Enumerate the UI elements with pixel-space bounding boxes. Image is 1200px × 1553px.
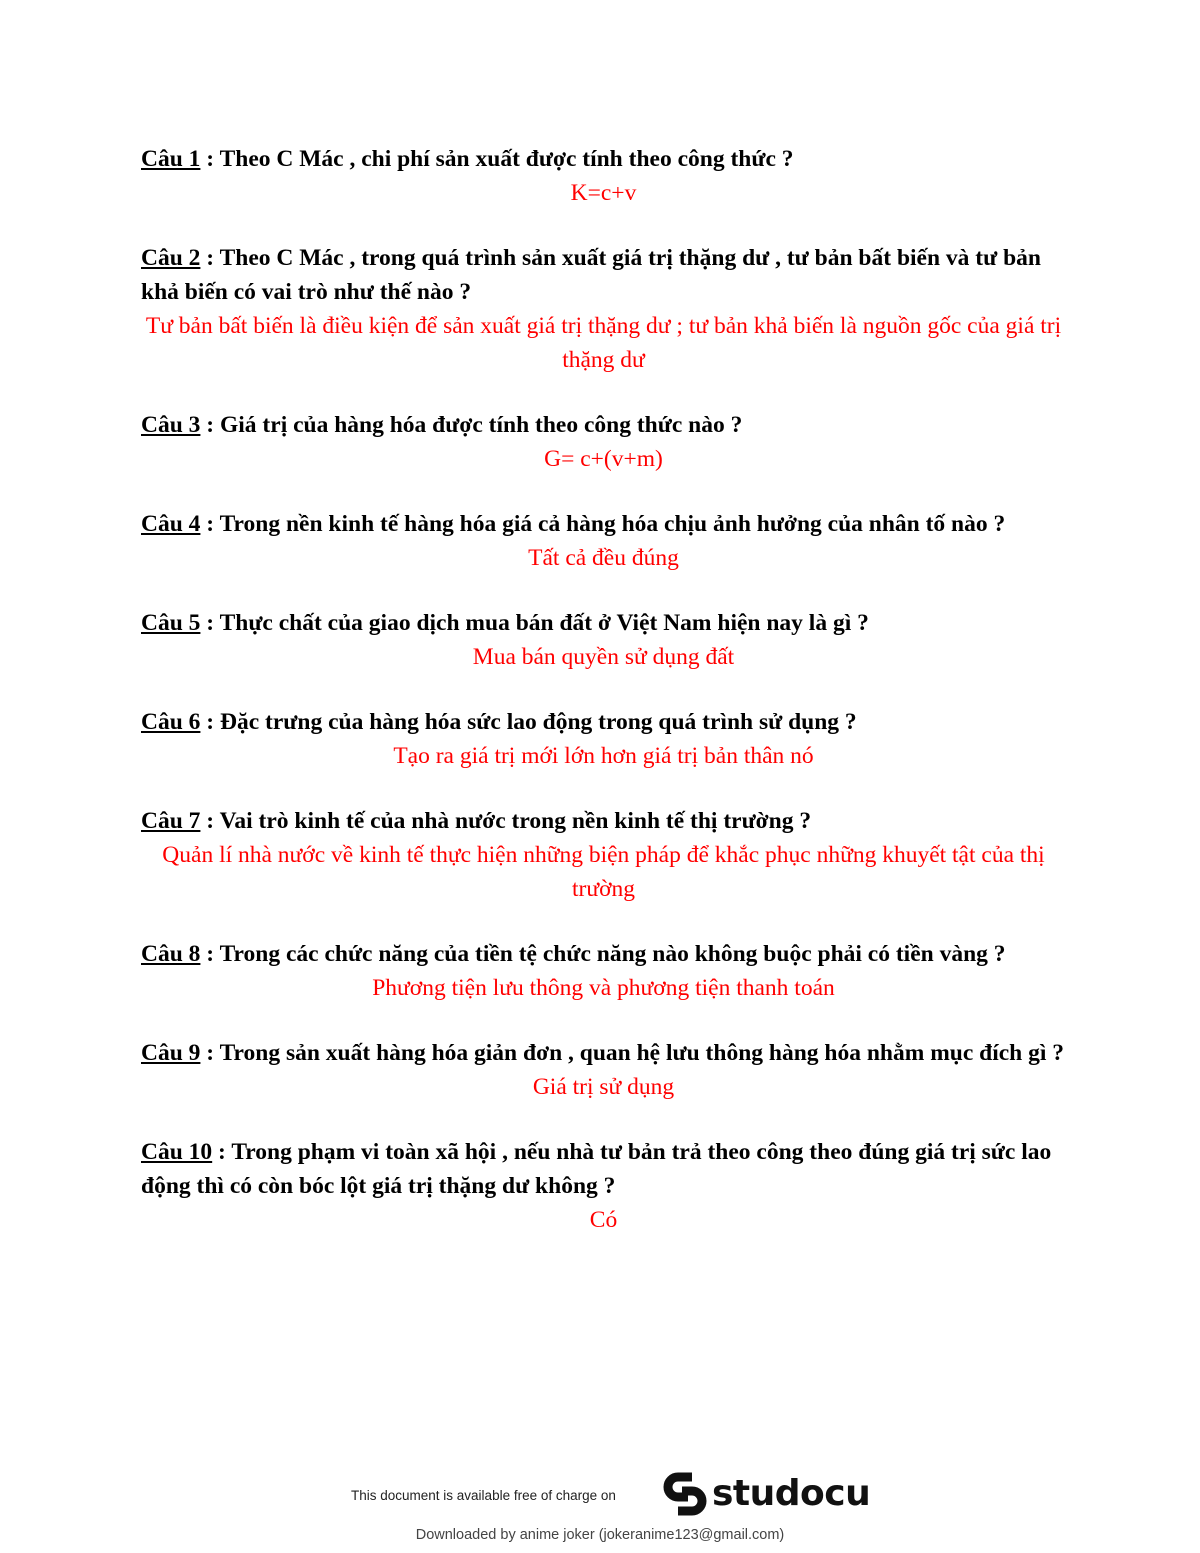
question-body: Vai trò kinh tế của nhà nước trong nền kinh tế thị trường ? xyxy=(219,808,812,834)
question-body: Giá trị của hàng hóa được tính theo công thức nào ? xyxy=(220,412,743,438)
question-separator: : xyxy=(200,610,220,636)
studocu-wordmark: studocu xyxy=(712,1473,871,1514)
question-number: Câu 1 xyxy=(141,146,201,172)
answer-text: Tư bản bất biến là điều kiện để sản xuất giá trị thặng dư ; tư bản khả biến là nguồn gốc của giá trị thặng dư xyxy=(145,313,1062,373)
availability-note: This document is available free of charge on xyxy=(351,1488,616,1503)
question-separator: : xyxy=(200,412,220,438)
question-body: Trong các chức năng của tiền tệ chức năng nào không buộc phải có tiền vàng ? xyxy=(219,941,1006,967)
question-text xyxy=(141,142,1066,176)
question-number: Câu 3 xyxy=(141,412,201,438)
question-text xyxy=(141,507,1066,541)
answer-text: Tạo ra giá trị mới lớn hơn giá trị bản thân nó xyxy=(393,743,814,769)
question-block xyxy=(141,241,1066,377)
question-block xyxy=(141,408,1066,476)
question-separator: : xyxy=(200,245,220,271)
question-separator: : xyxy=(200,709,220,735)
question-block xyxy=(141,804,1066,906)
question-block xyxy=(141,606,1066,674)
question-number: Câu 10 xyxy=(141,1139,213,1165)
question-text xyxy=(141,804,1066,838)
question-block xyxy=(141,507,1066,575)
answer-text: G= c+(v+m) xyxy=(544,446,663,472)
question-text xyxy=(141,408,1066,442)
answer-text: Quản lí nhà nước về kinh tế thực hiện những biện pháp để khắc phục những khuyết tật của thị trường xyxy=(162,842,1045,902)
question-body: Thực chất của giao dịch mua bán đất ở Việt Nam hiện nay là gì ? xyxy=(219,610,869,636)
question-text xyxy=(141,705,1066,739)
question-text xyxy=(141,1135,1066,1203)
question-body: Trong phạm vi toàn xã hội , nếu nhà tư bản trả theo công theo đúng giá trị sức lao động thì có còn bóc lột giá trị thặng dư không ? xyxy=(141,1139,1052,1199)
question-text xyxy=(141,937,1066,971)
question-separator: : xyxy=(200,146,220,172)
answer-text: Mua bán quyền sử dụng đất xyxy=(472,644,735,670)
question-block xyxy=(141,142,1066,210)
question-number: Câu 9 xyxy=(141,1040,201,1066)
question-body: Trong sản xuất hàng hóa giản đơn , quan hệ lưu thông hàng hóa nhằm mục đích gì ? xyxy=(219,1040,1065,1066)
question-text xyxy=(141,1036,1066,1070)
question-number: Câu 8 xyxy=(141,941,201,967)
question-block xyxy=(141,705,1066,773)
answer-text: Có xyxy=(589,1207,618,1233)
question-separator: : xyxy=(200,808,220,834)
studocu-logo-icon xyxy=(662,1471,708,1517)
question-number: Câu 7 xyxy=(141,808,201,834)
question-text xyxy=(141,606,1066,640)
question-block xyxy=(141,1135,1066,1237)
question-list xyxy=(141,142,1066,1268)
question-body: Đặc trưng của hàng hóa sức lao động trong quá trình sử dụng ? xyxy=(220,709,857,735)
question-number: Câu 5 xyxy=(141,610,201,636)
question-number: Câu 6 xyxy=(141,709,201,735)
answer-text: Phương tiện lưu thông và phương tiện thanh toán xyxy=(372,975,835,1001)
question-text xyxy=(141,241,1066,309)
answer-text: Tất cả đều đúng xyxy=(528,545,679,571)
question-separator: : xyxy=(200,941,220,967)
question-block xyxy=(141,1036,1066,1104)
question-separator: : xyxy=(200,1040,220,1066)
page-footer xyxy=(0,1466,1200,1553)
download-note: Downloaded by anime joker (jokeranime123@gmail.com) xyxy=(415,1527,785,1543)
question-number: Câu 4 xyxy=(141,511,201,537)
question-separator: : xyxy=(212,1139,232,1165)
answer-text: Giá trị sử dụng xyxy=(532,1074,675,1100)
question-body: Theo C Mác , chi phí sản xuất được tính theo công thức ? xyxy=(219,146,794,172)
question-block xyxy=(141,937,1066,1005)
question-separator: : xyxy=(200,511,220,537)
question-body: Theo C Mác , trong quá trình sản xuất giá trị thặng dư , tư bản bất biến và tư bản khả biến có vai trò như thế nào ? xyxy=(141,245,1041,305)
answer-text: K=c+v xyxy=(570,180,637,206)
question-body: Trong nền kinh tế hàng hóa giá cả hàng hóa chịu ảnh hưởng của nhân tố nào ? xyxy=(219,511,1006,537)
question-number: Câu 2 xyxy=(141,245,201,271)
